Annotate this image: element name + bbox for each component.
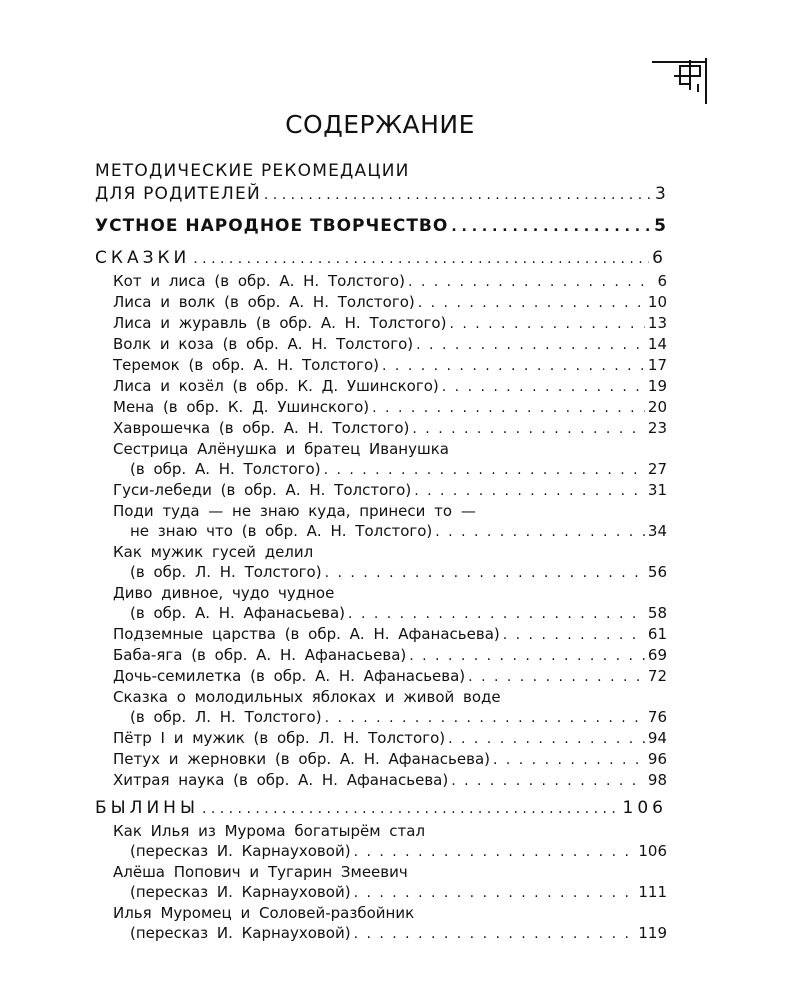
toc-entry[interactable]: Пётр I и мужик (в обр. Л. Н. Толстого) . . . 94: [95, 728, 667, 749]
table-of-contents: [95, 160, 667, 944]
toc-folk-page: 5: [654, 216, 667, 236]
toc-entry[interactable]: Подземные царства (в обр. А. Н. Афанасьева) . . . 61: [95, 624, 667, 645]
dot-leader: [193, 248, 649, 271]
toc-entry-method[interactable]: [95, 183, 667, 207]
toc-entry[interactable]: Хаврошечка (в обр. А. Н. Толстого) . . . 23: [95, 418, 667, 439]
toc-entry-line1[interactable]: Диво дивное, чудо чудное: [113, 584, 335, 602]
toc-method-line1: МЕТОДИЧЕСКИЕ РЕКОМЕДАЦИИ: [95, 161, 410, 181]
toc-entry[interactable]: Волк и коза (в обр. А. Н. Толстого) . . . 14: [95, 334, 667, 355]
toc-entry[interactable]: Мена (в обр. К. Д. Ушинского) . . . 20: [95, 397, 667, 418]
toc-entry[interactable]: (в обр. А. Н. Толстого) . . . 27: [95, 459, 667, 480]
toc-entry-folk[interactable]: [95, 215, 667, 239]
toc-method-line2: ДЛЯ РОДИТЕЛЕЙ: [95, 184, 261, 204]
toc-entry[interactable]: (в обр. Л. Н. Толстого) . . . 56: [95, 562, 667, 583]
dot-leader: [202, 798, 620, 821]
section-title: БЫЛИНЫ: [95, 798, 199, 818]
section-title: СКАЗКИ: [95, 248, 191, 268]
toc-entry[interactable]: (в обр. Л. Н. Толстого) . . . 76: [95, 707, 667, 728]
toc-entry[interactable]: не знаю что (в обр. А. Н. Толстого) . . . 34: [95, 521, 667, 542]
toc-entry-line1[interactable]: Алёша Попович и Тугарин Змеевич: [113, 863, 408, 881]
toc-entry[interactable]: Баба-яга (в обр. А. Н. Афанасьева) . . . 69: [95, 645, 667, 666]
toc-entry[interactable]: (в обр. А. Н. Афанасьева) . . . 58: [95, 603, 667, 624]
toc-entry[interactable]: (пересказ И. Карнауховой) . . . 119: [95, 923, 667, 944]
toc-entry[interactable]: Хитрая наука (в обр. А. Н. Афанасьева) . . . 98: [95, 770, 667, 791]
toc-entry-line1[interactable]: Сказка о молодильных яблоках и живой воде: [113, 688, 501, 706]
page-title: СОДЕРЖАНИЕ: [285, 110, 475, 139]
toc-entry-line1[interactable]: Сестрица Алёнушка и братец Иванушка: [113, 440, 449, 458]
toc-entry-line1[interactable]: Как мужик гусей делил: [113, 543, 314, 561]
dot-leader: [264, 184, 652, 207]
section-page: 106: [622, 798, 667, 818]
toc-folk-title: УСТНОЕ НАРОДНОЕ ТВОРЧЕСТВО: [95, 216, 449, 236]
dot-leader: [451, 216, 651, 239]
toc-entry-line1[interactable]: Как Илья из Мурома богатырём стал: [113, 822, 426, 840]
toc-section-bylinas[interactable]: [95, 797, 667, 821]
toc-entry-line1[interactable]: Поди туда — не знаю куда, принеси то —: [113, 502, 476, 520]
toc-entry[interactable]: Дочь-семилетка (в обр. А. Н. Афанасьева) . . . 72: [95, 666, 667, 687]
toc-entry[interactable]: (пересказ И. Карнауховой) . . . 111: [95, 882, 667, 903]
toc-entry[interactable]: Лиса и журавль (в обр. А. Н. Толстого) . . . 13: [95, 313, 667, 334]
corner-ornament-icon: [650, 56, 710, 106]
toc-section-tales[interactable]: [95, 247, 667, 271]
toc-entry[interactable]: Теремок (в обр. А. Н. Толстого) . . . 17: [95, 355, 667, 376]
toc-entry[interactable]: Лиса и козёл (в обр. К. Д. Ушинского) . . . 19: [95, 376, 667, 397]
toc-entry[interactable]: Гуси-лебеди (в обр. А. Н. Толстого) . . . 31: [95, 480, 667, 501]
toc-entry[interactable]: Лиса и волк (в обр. А. Н. Толстого) . . . 10: [95, 292, 667, 313]
toc-entry-line1[interactable]: Илья Муромец и Соловей-разбойник: [113, 904, 415, 922]
toc-entry[interactable]: Кот и лиса (в обр. А. Н. Толстого) . . . 6: [95, 271, 667, 292]
toc-entry[interactable]: Петух и жерновки (в обр. А. Н. Афанасьева) . . . 96: [95, 749, 667, 770]
toc-method-page: 3: [654, 184, 667, 204]
section-page: 6: [652, 248, 667, 268]
toc-entry[interactable]: (пересказ И. Карнауховой) . . . 106: [95, 841, 667, 862]
